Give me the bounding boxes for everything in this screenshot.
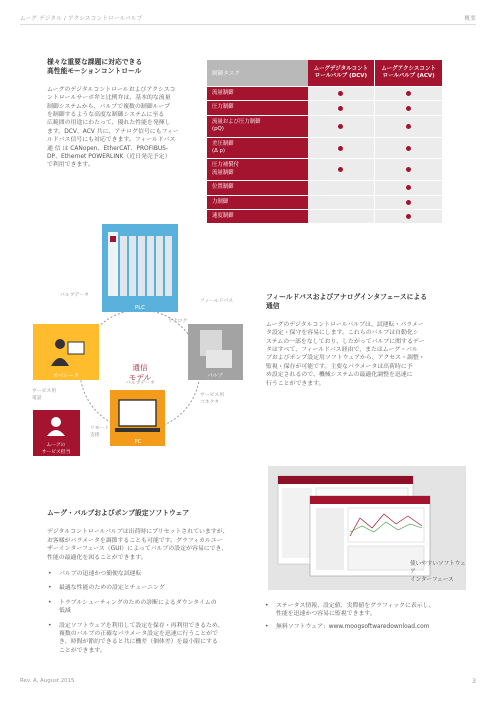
supported-dot-icon (338, 124, 343, 129)
label-valve-data-top: バルブデータ (60, 293, 89, 298)
supported-dot-icon (406, 91, 411, 96)
page-number: 3 (472, 678, 476, 685)
plc-node (102, 224, 178, 312)
pc-label: PC (134, 439, 142, 445)
supported-dot-icon (406, 167, 411, 172)
software-right-bullets (264, 602, 470, 631)
label-service-phone: 電話 (32, 396, 42, 401)
intro-section (47, 58, 197, 170)
bullet-item: • 最適な性能のための設定とチューニング (47, 584, 253, 592)
table-header-row (207, 60, 442, 86)
table-header-acv: ムーグアクシスコント ロールバルブ (ACV) (374, 60, 442, 86)
label-valve-data-mid: バルブデータ (126, 381, 155, 386)
supported-dot-icon (406, 185, 411, 190)
acv-cell (374, 116, 442, 137)
acv-cell (374, 159, 442, 180)
running-header-right: 概要 (464, 16, 476, 22)
label-service-connector: サービス用 (200, 393, 224, 398)
acv-cell (374, 181, 442, 194)
table-row (207, 86, 442, 100)
acv-cell (374, 101, 442, 114)
valve-node (188, 324, 243, 380)
bullet-item: • トラブルシューティングのための診断によるダウンタイムの 低減 (47, 599, 253, 616)
acv-cell (374, 210, 442, 223)
dcv-cell (308, 159, 375, 180)
table-row (207, 115, 442, 137)
software-bullets (47, 570, 253, 655)
supported-dot-icon (338, 106, 343, 111)
operator-label: オペレータ (53, 373, 79, 379)
software-title: ムーグ・バルブおよびポンプ設定ソフトウェア (47, 509, 190, 517)
table-header-task: 制御タスク (207, 60, 308, 86)
acv-cell (374, 87, 442, 100)
supported-dot-icon (338, 91, 343, 96)
supported-dot-icon (406, 146, 411, 151)
intro-title-line: 高性能モーションコントロール (47, 67, 142, 76)
supported-dot-icon (406, 214, 411, 219)
fieldbus-title: フィールドバスおよびアナログインタフェースによる 通信 (266, 293, 428, 311)
table-row (207, 100, 442, 114)
intro-title-line: 様々な重要な課題に対応できる (47, 58, 143, 66)
acv-cell (374, 138, 442, 159)
row-label: 速度制御 (212, 213, 234, 220)
valve-label: バルブ (207, 373, 223, 379)
supported-dot-icon (406, 200, 411, 205)
dcv-cell (308, 181, 375, 194)
table-row (207, 180, 442, 194)
control-task-table (207, 60, 442, 223)
table-row (207, 158, 442, 180)
label-remote: リモート (90, 426, 109, 431)
supported-dot-icon (406, 106, 411, 111)
supported-dot-icon (338, 146, 343, 151)
intro-title (47, 58, 197, 77)
bullet-item: • 設定ソフトウェアを利用して設定を保存・再利用できるため、 複数のバルブの正確なパラメータ設定を迅速に行うことがで き、時間が節約できると共に機差（個体差）を最小限にする ことができます。 (47, 622, 253, 656)
label-service-phone: サービス用 (32, 389, 56, 394)
supported-dot-icon (338, 167, 343, 172)
supported-dot-icon (406, 124, 411, 129)
table-body (207, 86, 442, 223)
row-label: 差圧制御 (Δ p) (212, 140, 234, 155)
row-label: 力制御 (212, 198, 229, 205)
table-row (207, 137, 442, 159)
label-service-connector: コネクタ (200, 400, 220, 405)
software-body: デジタルコントロールバルブは出荷時にプリセットされていますが、 お客様がパラメータを調節することも可能です。グラフィカルユー ザーインターフェース（GUI）によってバルブの設定が容易にでき、 性能の最適化を図ることができます。 (47, 529, 229, 561)
dcv-cell (308, 196, 375, 209)
running-header-left: ムーグ デジタル / アクシスコントロールバルブ (20, 16, 143, 22)
label-fieldbus: フィールドバス (200, 299, 234, 304)
communication-model-diagram (30, 222, 245, 467)
fieldbus-section (266, 293, 464, 388)
intro-body: ムーグのデジタルコントロールおよびアクシスコ ントロールサーボ弁と比例弁は、基本的な流量 制御システムから、バルブで複数の制御ループ を制御するような高度な制御システムに至る 広範囲の用途にわたって、優れた性能を発揮し ます。DCV、ACV 共に、アナログ信号にもフィー ルドバス信号にも対応できます。フィールドバス 通 信 は CANopen、EtherCAT、PROFIBUS- DP、Ethernet POWERLINK（近日発売予定） で利用できます。 (47, 86, 179, 169)
service-label: ムーグの (46, 443, 66, 448)
table-header-dcv: ムーグデジタルコント ロールバルブ (DCV) (308, 60, 375, 86)
dcv-cell (308, 101, 375, 114)
table-row (207, 195, 442, 209)
dcv-cell (308, 116, 375, 137)
dcv-cell (308, 138, 375, 159)
dcv-cell (308, 87, 375, 100)
screenshot-caption: 使いやすいソフトウェア インターフェース (410, 561, 466, 583)
dcv-cell (308, 210, 375, 223)
footer-revision: Rev. A, August 2015 (20, 678, 75, 684)
pc-node (110, 390, 165, 446)
acv-cell (374, 196, 442, 209)
bullet-item: • ステータス情報、設定値、実際値をグラフィックに表示し、 性能を迅速かつ容易に監視できます。 (264, 602, 470, 619)
bullet-item: • 無料ソフトウェア：www.moogsoftwaredownload.com (264, 623, 470, 631)
center-title: 通信 (132, 363, 148, 372)
plc-label: PLC (134, 305, 146, 311)
row-label: 位置制御 (212, 184, 234, 191)
row-label: 流量および圧力制御 (pQ) (212, 118, 261, 133)
label-analog: アナログ (168, 319, 188, 324)
operator-node (33, 324, 99, 380)
header-rule (20, 24, 476, 25)
row-label: 流量制御 (212, 90, 234, 96)
service-label: サービス担当 (41, 450, 71, 455)
software-screenshot (268, 466, 466, 590)
row-label: 圧力補償付 流量制御 (212, 162, 239, 176)
bullet-item: • バルブの迅速かつ簡便な試運転 (47, 570, 253, 578)
center-title: モデル (128, 373, 152, 382)
label-remote: 支援 (90, 433, 100, 438)
software-section (47, 509, 253, 655)
fieldbus-body: ムーグのデジタルコントロールバルブは、試運転・パラメー タ設定・保守を容易にします。これらのバルブは自動化シ ステムの一部をなしており、したがってバルブに関するデー タはすべて、フィールドバス経由で、またはムーグ・バル ブおよびポンプ設定用ソフトウェアから、アクセス・調整・ 監視・保存が可能です。主要なパラメータは出荷時に予 め設定されるので、機械システムの最適化調整を迅速に 行うことができます。 (266, 321, 425, 387)
row-label: 圧力制御 (212, 104, 234, 111)
